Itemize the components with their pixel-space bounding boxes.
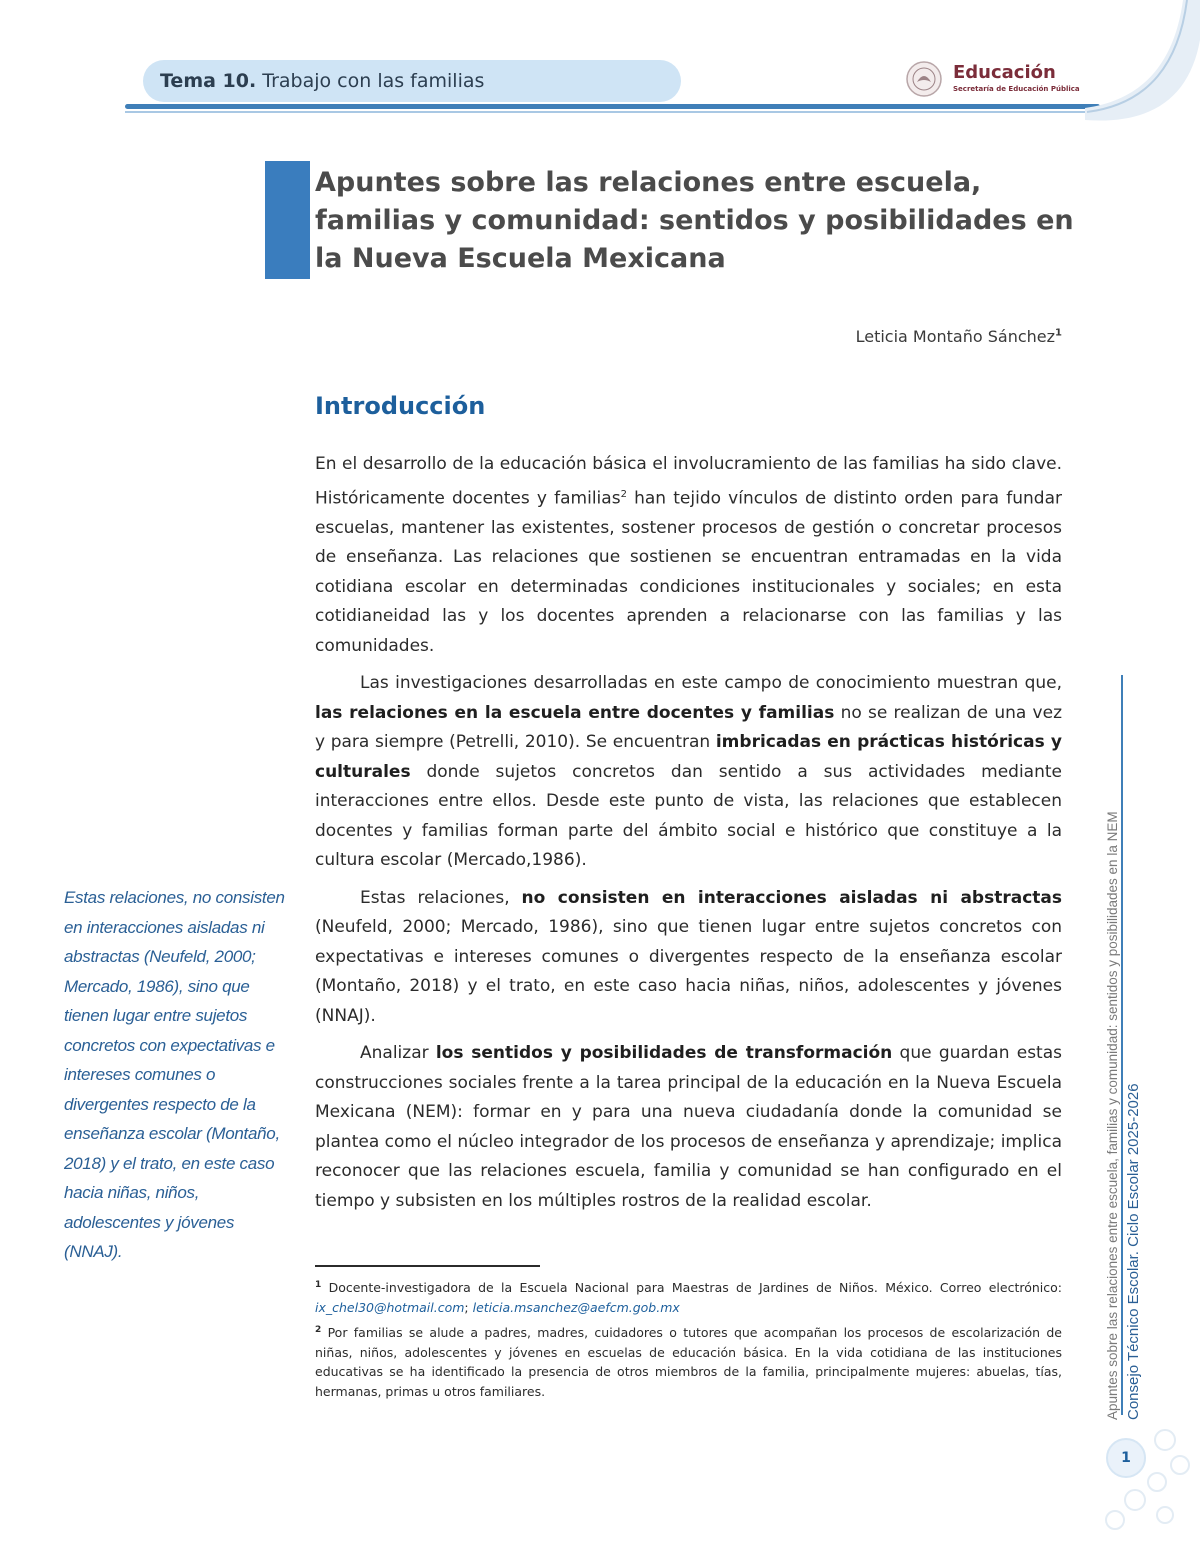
footnote-email-link-2[interactable]: leticia.msanchez@aefcm.gob.mx [472, 1299, 680, 1315]
sep-logo [905, 58, 1095, 102]
page-number: 1 [1106, 1438, 1146, 1478]
article-body [315, 450, 1062, 1224]
paragraph-3-text-a: Estas relaciones, [360, 887, 522, 908]
paragraph-3-text-c: (Neufeld, 2000; Mercado, 1986), sino que tienen lugar entre sujetos concretos con expectativas e intereses comunes o divergentes respecto de la enseñanza escolar (Montaño, 2018) y el trato, en este caso hacia niñas, niños, adolescentes y jóvenes (NNAJ). [315, 917, 1062, 1026]
paragraph-2-text-c: no se realizan de una vez y para siempre (Petrelli, 2010). Se encuentran [315, 702, 1062, 753]
paragraph-3-emphasis: no consisten en interacciones aisladas ni abstractas [521, 887, 1062, 908]
side-running-title: Apuntes sobre las relaciones entre escuela, familias y comunidad: sentidos y posibilidades en la NEM [1105, 811, 1120, 1420]
header-rule [125, 104, 1100, 109]
paragraph-4-emphasis: los sentidos y posibilidades de transformación [435, 1043, 893, 1064]
section-title: Introducción [315, 392, 486, 420]
footnote-ref-2[interactable]: 2 [620, 488, 627, 500]
header-topic-number: Tema 10. [160, 70, 257, 92]
footnote-2 [315, 1321, 1062, 1401]
header-rule-light [125, 111, 1085, 113]
footnote-1 [315, 1276, 1062, 1317]
article-title: Apuntes sobre las relaciones entre escuela, familias y comunidad: sentidos y posibilidades en la Nueva Escuela Mexicana [315, 167, 1074, 274]
paragraph-1-text-a: En el desarrollo de la educación básica el involucramiento de las familias ha sido clave. Históricamente docentes y familias [315, 454, 1062, 509]
side-council-cycle: Consejo Técnico Escolar. Ciclo Escolar 2025-2026 [1125, 1083, 1142, 1420]
logo-wordmark: Educación [953, 62, 1056, 83]
logo-subtitle: Secretaría de Educación Pública [953, 85, 1080, 93]
paragraph-1-text-b: han tejido vínculos de distinto orden para fundar escuelas, mantener las existentes, sostener procesos de gestión o concretar procesos de enseñanza. Las relaciones que sostienen se encuentran entramadas en la vida cotidiana escolar en determinadas condiciones institucionales y sociales; en esta cotidianeidad las y los docentes aprenden a relacionarse con las familias y las comunidades. [315, 488, 1062, 656]
paragraph-4-text-a: Analizar [360, 1043, 436, 1064]
footnote-2-text: Por familias se alude a padres, madres, cuidadores o tutores que acompañan los procesos de escolarización de niñas, niños, adolescentes y jóvenes en escuelas de educación básica. En la vida cotidiana de las instituciones educativas se ha identificado la presencia de otros miembros de la familia, principalmente mujeres: abuelas, tías, hermanas, primas u otros familiares. [315, 1325, 1062, 1399]
paragraph-2-emphasis-b: imbricadas en prácticas históricas y culturales [315, 732, 1062, 782]
article-author [700, 327, 1062, 346]
paragraph-3 [315, 884, 1062, 1032]
header-topic-title [160, 70, 484, 92]
footnote-email-link-1[interactable]: ix_chel30@hotmail.com [315, 1299, 465, 1315]
author-footnote-ref[interactable]: 1 [1055, 327, 1062, 339]
author-name: Leticia Montaño Sánchez [855, 327, 1056, 346]
footnote-2-number: 2 [315, 1325, 322, 1336]
title-accent-bar [265, 161, 310, 279]
footnote-1-text: Docente-investigadora de la Escuela Nacional para Maestras de Jardines de Niños. México. Correo electrónico: [321, 1280, 1062, 1296]
footnote-rule [315, 1265, 540, 1267]
sidebar-pull-quote: Estas relaciones, no consisten en interacciones aisladas ni abstractas (Neufeld, 2000; Mercado, 1986), sino que tienen lugar entre sujetos concretos con expectativas e intereses comunes o divergentes respecto de la enseñanza escolar (Montaño, 2018) y el trato, en este caso hacia niñas, niños, adolescentes y jóvenes (NNAJ). [64, 888, 285, 1261]
paragraph-4-text-c: que guardan estas construcciones sociales frente a la tarea principal de la educación en la Nueva Escuela Mexicana (NEM): formar en y para una nueva ciudadanía donde la comunidad se plantea como el núcleo integrador de los procesos de enseñanza y aprendizaje; implica reconocer que las relaciones escuela, familia y comunidad se han configurado en el tiempo y subsisten en los múltiples rostros de la realidad escolar. [315, 1043, 1062, 1211]
footnote-1-number: 1 [315, 1280, 322, 1290]
paragraph-2-text-a: Las investigaciones desarrolladas en este campo de conocimiento muestran que, [360, 673, 1062, 694]
national-seal-icon [905, 60, 943, 98]
decorative-circles [1095, 1420, 1195, 1540]
paragraph-4 [315, 1039, 1062, 1216]
footnotes [315, 1276, 1062, 1405]
paragraph-1 [315, 450, 1062, 661]
footnote-email-separator: ; [464, 1299, 473, 1315]
paragraph-2-text-e: donde sujetos concretos dan sentido a sus actividades mediante interacciones entre ellos. Desde este punto de vista, las relaciones que establecen docentes y familias forman parte del ámbito social e histórico que constituye a la cultura escolar (Mercado,1986). [315, 761, 1062, 871]
paragraph-2 [315, 669, 1062, 876]
side-running-header [1105, 660, 1145, 1420]
header-topic-text: Trabajo con las familias [256, 70, 485, 92]
paragraph-2-emphasis-a: las relaciones en la escuela entre docentes y familias [315, 702, 835, 723]
